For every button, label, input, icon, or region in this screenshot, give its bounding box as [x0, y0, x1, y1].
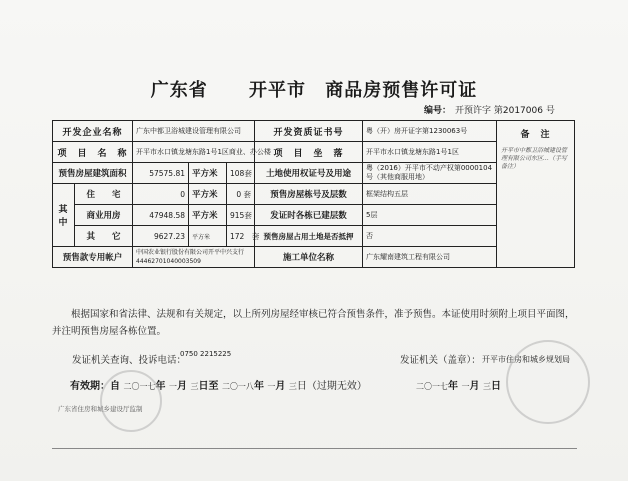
- land-label: 土地使用权证号及用途: [255, 163, 363, 184]
- area-unit: 平方米: [189, 163, 227, 184]
- commercial-sets: 915套: [227, 205, 255, 226]
- remark-label: 备 注: [520, 130, 551, 140]
- remark-cell: [497, 121, 575, 268]
- issue-date: 二〇一七年 一月 三日: [416, 381, 501, 392]
- commercial-unit: 平方米: [189, 205, 227, 226]
- title-name: 商品房预售许可证: [325, 80, 478, 101]
- building-label: 预售房屋栋号及层数: [255, 184, 363, 205]
- developer-value: 广东中都卫浴城建设管理有限公司: [133, 121, 255, 142]
- account-label: 预售款专用帐户: [53, 247, 133, 268]
- project-value: 开平市水口镇龙塘东路1号1区商业、办公楼: [133, 142, 255, 163]
- other-label: 其 它: [75, 226, 133, 247]
- builder-label: 施工单位名称: [255, 247, 363, 268]
- qualification-label: 开发资质证书号: [255, 121, 363, 142]
- qualification-value: 粤（开）房开证字第1230063号: [363, 121, 497, 142]
- validity-period: 有效期：自 二〇一七年 一月 三日至 二〇一八年 一月 三日（过期无效）: [70, 381, 367, 392]
- issuer-name: 开平市住房和城乡规划局: [482, 355, 570, 364]
- page-bottom-rule: [52, 448, 577, 449]
- location-label: 项 目 坐 落: [255, 142, 363, 163]
- account-number: 44462701040003509: [136, 258, 201, 265]
- group-label: 其 中: [53, 184, 75, 247]
- area-value: 57575.81: [133, 163, 189, 184]
- developer-label: 开发企业名称: [53, 121, 133, 142]
- title-province: 广东省: [150, 80, 208, 101]
- mortgage-label: 预售房屋占用土地是否抵押: [255, 226, 363, 247]
- account-bank: 中国农业银行股份有限公司开平中兴支行: [136, 249, 245, 256]
- mortgage-value: 否: [363, 226, 497, 247]
- floors-label: 发证时各栋已建层数: [255, 205, 363, 226]
- location-value: 开平市水口镇龙塘东路1号1区: [363, 142, 497, 163]
- footer-note: 广东省住房和城乡建设厅监制: [58, 405, 143, 413]
- remark-handwriting: 开平市中都卫浴城建设管理有限公司东区…（手写备注）: [501, 147, 568, 170]
- license-table: [52, 120, 575, 268]
- project-label: 项 目 名 称: [53, 142, 133, 163]
- area-sets: 108套: [227, 163, 255, 184]
- area-label: 预售房屋建筑面积: [53, 163, 133, 184]
- builder-value: 广东耀南建筑工程有限公司: [363, 247, 497, 268]
- floors-value: 5层: [363, 205, 497, 226]
- building-value: 框架结构五层: [363, 184, 497, 205]
- other-value: 9627.23: [133, 226, 189, 247]
- serial-number: 编号： 开预许字 第2017006 号: [424, 106, 555, 116]
- land-value: 粤（2016）开平市不动产权第0000104号（其他商服用地）: [363, 163, 497, 184]
- official-seal-left: [100, 370, 162, 432]
- residential-label: 住 宅: [75, 184, 133, 205]
- residential-sets: 0 套: [227, 184, 255, 205]
- commercial-value: 47948.58: [133, 205, 189, 226]
- residential-unit: 平方米: [189, 184, 227, 205]
- residential-value: 0: [133, 184, 189, 205]
- commercial-label: 商业用房: [75, 205, 133, 226]
- contact-phone: 0750 2215225: [180, 350, 232, 358]
- title-city: 开平市: [249, 80, 306, 101]
- other-sets: 172 套: [227, 226, 255, 247]
- account-value: [133, 247, 255, 268]
- contact-label: 发证机关查询、投诉电话：: [72, 355, 187, 366]
- issuer-label: 发证机关（盖章）：: [400, 355, 481, 366]
- other-unit: 平方米: [189, 226, 227, 247]
- legal-paragraph: 根据国家和省法律、法规和有关规定，以上所列房屋经审核已符合预售条件，准予预售。本证使用时须附上项目平面图，并注明预售房屋各栋位置。: [52, 309, 575, 337]
- page-title: [0, 76, 628, 102]
- official-seal-right: [506, 340, 590, 424]
